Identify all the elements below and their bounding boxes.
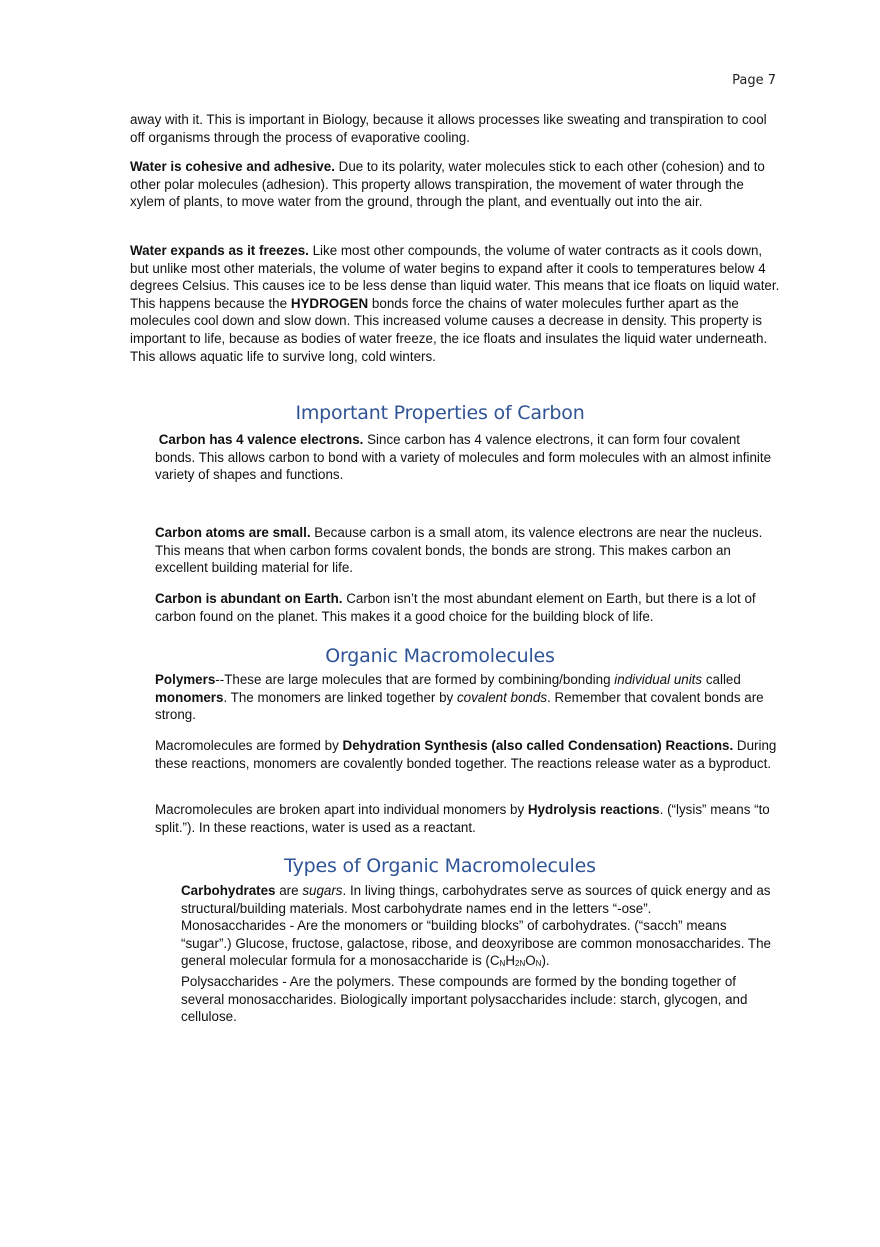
carbon-small-paragraph: [155, 524, 780, 577]
monomers-bold: monomers: [155, 689, 224, 705]
expands-text-a: Like most other compounds, the volume of water contracts as it cools down, but unlike most other materials, the volume of water begins to expand after it cools to temperatures below 4 degrees Celsius. This causes ice to be less dense than liquid water. This means that ice floats on liquid water. This happens because the: [130, 243, 780, 311]
hydrogen-bold: HYDROGEN: [290, 295, 369, 311]
carb-text-a: are: [275, 883, 303, 898]
carbon-abundant-heading: Carbon is abundant on Earth.: [155, 591, 343, 606]
cohesive-paragraph: [130, 158, 780, 211]
polymers-paragraph: [155, 671, 780, 724]
dehydration-bold: Dehydration Synthesis (also called Condensation) Reactions.: [342, 738, 734, 753]
dehydration-text-a: Macromolecules are formed by: [155, 738, 343, 753]
formula-n3: N: [535, 959, 542, 969]
polymers-text-d: . Remember that covalent bonds are strong.: [155, 689, 764, 723]
formula-n1: N: [499, 959, 506, 969]
hydrolysis-bold: Hydrolysis reactions: [527, 802, 660, 817]
expands-text-b: bonds force the chains of water molecules further apart as the molecules cool down and slow down. This increased volume causes a decrease in density. This property is important to life, because as bodies of water freeze, the ice floats and insulates the liquid water underneath. This allows aquatic life to survive long, cold winters.: [130, 295, 768, 364]
monosaccharides-text: Monosaccharides - Are the monomers or “building blocks” of carbohydrates. (“sacch” means “sugar”.) Glucose, fructose, galactose, ribose, and deoxyribose are common monosaccharides. The general molecular formula for a monosaccharide is (: [181, 918, 771, 969]
formula-n2: 2N: [515, 959, 526, 969]
intro-text: away with it. This is important in Biology, because it allows processes like sweating and transpiration to cool off organisms through the process of evaporative cooling.: [130, 112, 767, 145]
carbon-abundant-paragraph: [155, 590, 780, 625]
carb-text-b: . In living things, carbohydrates serve as sources of quick energy and as structural/building materials. Most carbohydrate names end in the letters “-ose”.: [181, 883, 771, 916]
carbon-valence-paragraph: [155, 431, 780, 484]
carbon-valence-text: Since carbon has 4 valence electrons, it can form four covalent bonds. This allows carbon to bond with a variety of molecules and form molecules with an almost infinite variety of shapes and functions.: [155, 432, 772, 483]
expands-paragraph: [130, 242, 780, 365]
types-section-title: Types of Organic Macromolecules: [284, 855, 596, 877]
intro-paragraph: [130, 111, 780, 146]
sugars-italic: sugars: [302, 883, 343, 898]
individual-units-italic: individual units: [614, 672, 703, 687]
polysaccharides-text: Polysaccharides - Are the polymers. These compounds are formed by the bonding together of several monosaccharides. Biologically important polysaccharides include: starch, glycogen, and cellulose.: [181, 973, 748, 1025]
carbon-valence-heading: Carbon has 4 valence electrons.: [158, 432, 364, 447]
macro-section-title: Organic Macromolecules: [325, 645, 555, 667]
polymers-text-b: called: [702, 672, 741, 687]
expands-heading: Water expands as it freezes.: [130, 243, 309, 258]
formula-c: C: [489, 953, 500, 969]
dehydration-text-b: During these reactions, monomers are covalently bonded together. The reactions release water as a byproduct.: [155, 738, 777, 771]
carbon-small-heading: Carbon atoms are small.: [155, 525, 311, 540]
monosaccharides-end: ).: [541, 953, 550, 969]
formula-h: H: [505, 953, 515, 969]
hydrolysis-paragraph: [155, 801, 780, 836]
carbon-small-text: Because carbon is a small atom, its valence electrons are near the nucleus. This means that when carbon forms covalent bonds, the bonds are strong. This makes carbon an excellent building material for life.: [155, 525, 763, 576]
hydrolysis-text-b: . (“lysis” means “to split.”). In these reactions, water is used as a reactant.: [155, 802, 770, 835]
polymers-text-a: --These are large molecules that are formed by combining/bonding: [215, 672, 615, 687]
cohesive-text: Due to its polarity, water molecules stick to each other (cohesion) and to other polar molecules (adhesion). This property allows transpiration, the movement of water through the xylem of plants, to move water from the ground, through the plant, and eventually out into the air.: [130, 159, 765, 210]
carbon-section-title: Important Properties of Carbon: [295, 402, 585, 424]
carbohydrates-paragraph: [181, 882, 779, 1026]
polymers-bold: Polymers: [155, 672, 216, 687]
carbon-abundant-text: Carbon isn’t the most abundant element on Earth, but there is a lot of carbon found on the planet. This makes it a good choice for the building block of life.: [155, 591, 756, 624]
carbohydrates-bold: Carbohydrates: [181, 883, 276, 898]
covalent-bonds-italic: covalent bonds: [456, 689, 548, 705]
polymers-text-c: . The monomers are linked together by: [223, 689, 457, 705]
cohesive-heading: Water is cohesive and adhesive.: [130, 159, 335, 174]
hydrolysis-text-a: Macromolecules are broken apart into individual monomers by: [155, 802, 528, 817]
formula-o: O: [525, 953, 536, 969]
dehydration-paragraph: [155, 737, 780, 772]
page-number: Page 7: [732, 73, 776, 88]
